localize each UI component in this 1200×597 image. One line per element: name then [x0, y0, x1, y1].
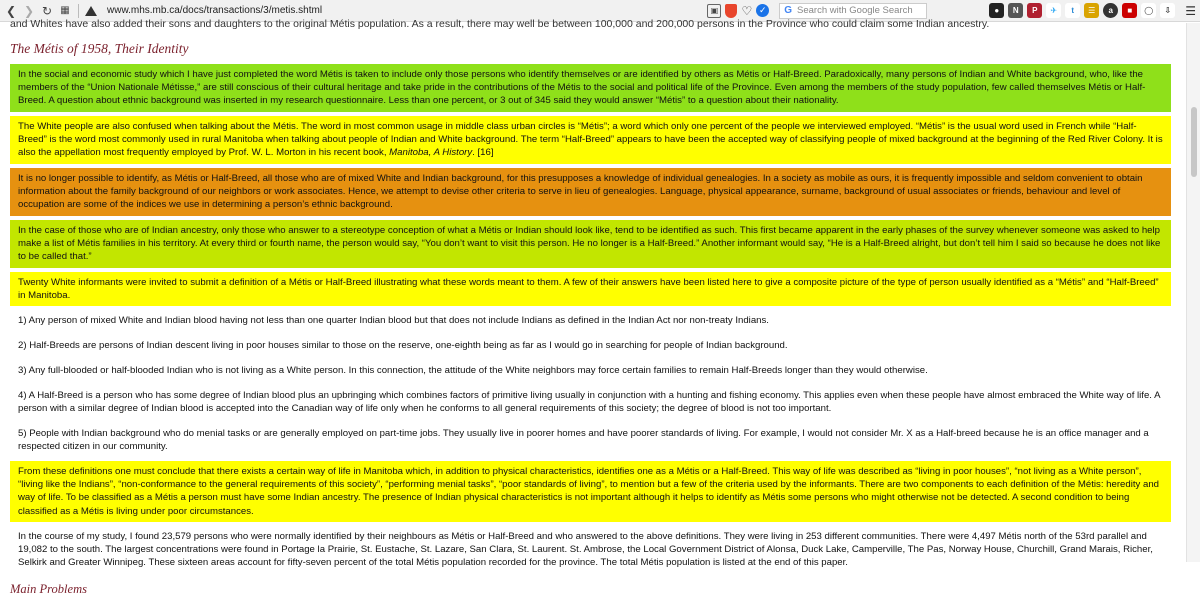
- extension-icon-8[interactable]: ■: [1122, 3, 1137, 18]
- check-icon[interactable]: ✓: [756, 4, 769, 17]
- scrollbar[interactable]: [1186, 23, 1200, 562]
- previous-paragraph-text: and Whites have also added their sons and daughters to the original Métis population. As a result, there may well be between 100,000 and 200,000 persons in the Province who could claim some Indian ancestry.: [10, 18, 990, 30]
- page-content: [0, 18, 1186, 596]
- menu-icon[interactable]: ☰: [1185, 3, 1196, 18]
- extension-icon-7[interactable]: a: [1103, 3, 1118, 18]
- extension-icon-3[interactable]: P: [1027, 3, 1042, 18]
- extension-icons: [989, 3, 1175, 18]
- url-bar[interactable]: www.mhs.mb.ca/docs/transactions/3/metis.shtml: [107, 5, 323, 16]
- section-heading: Main Problems: [10, 582, 87, 596]
- downloads-icon[interactable]: ⇩: [1160, 3, 1175, 18]
- section-heading: The Métis of 1958, Their Identity: [10, 41, 189, 56]
- citation: . [16]: [472, 147, 494, 159]
- paragraph: [10, 116, 1171, 164]
- list-item: 1) Any person of mixed White and Indian blood having not less than one quarter Indian blood but that does not include Indians as defined in the Indian Act nor non-treaty Indians.: [18, 315, 769, 326]
- screenshot-icon[interactable]: ▣: [707, 4, 721, 18]
- paragraph: From these definitions one must conclude that there exists a certain way of life in Manitoba which, in addition to physical characteristics, identifies one as a Métis or a Half-Breed. This way of life was described as “living in poor houses”, “not living as a White person”, “living like the Indians”, “non-conformance to the general requirements of this society”, “performing menial tasks”, “poor standards of living”, to mention but a few of the criteria used by the informants. There are two components to each definition of the Métis: heredity and way of life. To be classified as a Métis a person must have some Indian ancestry. The presence of Indian physical characteristics is not important although it helps to identify as Métis some persons who might otherwise not be detected. A second condition to being classified as a Métis is living under poor circumstances.: [10, 461, 1171, 522]
- search-placeholder: Search with Google Search: [797, 5, 913, 16]
- paragraph: In the course of my study, I found 23,579 persons who were normally identified by their neighbours as Métis or Half-Breed and who answered to the above definitions. They were living in 253 different communities. There were 4,497 Métis north of the 53rd parallel and 19,082 to the south. The largest concentrations were found in Portage la Prairie, St. Eustache, St. Lazare, San Clara, St. Laurent. St. Ambrose, the Local Government District of Alonsa, Duck Lake, Camperville, The Pas, Norway House, Churchill, Grand Marais, Richer, Selkirk and Greater Winnipeg. These sixteen areas account for fifty-seven percent of the total Métis population recorded for the province. The total Métis population is listed at the end of this paper.: [18, 531, 1153, 569]
- paragraph: Twenty White informants were invited to submit a definition of a Métis or Half-Breed illustrating what these words meant to them. A few of their answers have been listed here to give a composite picture of the type of person usually identified as a “Métis” and “Half-Breed” in Manitoba.: [10, 272, 1171, 306]
- reload-icon[interactable]: ↻: [41, 3, 53, 18]
- extension-icon-1[interactable]: ●: [989, 3, 1004, 18]
- extension-icon-2[interactable]: N: [1008, 3, 1023, 18]
- heart-icon[interactable]: ♡: [741, 3, 753, 18]
- list-item: 5) People with Indian background who do menial tasks or are generally employed on part-time jobs. They usually live in poorer homes and have poorer standards of living. For example, I would not consider Mr. X as a Half-breed because he is an office manager and a respected citizen in our community.: [18, 428, 1149, 453]
- list-item: 4) A Half-Breed is a person who has some degree of Indian blood plus an upbringing which combines factors of primitive living usually in conjunction with a hunting and fishing economy. This applies even when these people have almost embraced the White way of life. A person with a similar degree of Indian blood is accepted into the Canadian way of life only when he conforms to all general requirements of this society; the degree of blood is not too important.: [18, 390, 1160, 415]
- scrollbar-thumb[interactable]: [1191, 107, 1197, 177]
- search-input[interactable]: [779, 3, 927, 19]
- grid-icon[interactable]: ▦: [60, 5, 70, 16]
- extension-icon-6[interactable]: ☰: [1084, 3, 1099, 18]
- shield-icon[interactable]: [725, 4, 737, 18]
- list-item: 3) Any full-blooded or half-blooded Indian who is not living as a White person. In this connection, the attitude of the White neighbors may force certain families to remain Half-Breeds longer than they would otherwise.: [18, 365, 928, 376]
- book-title: Manitoba, A History: [389, 147, 473, 159]
- toolbar-separator: [78, 4, 79, 18]
- forward-icon[interactable]: ❯: [23, 3, 35, 18]
- paragraph: In the case of those who are of Indian ancestry, only those who answer to a stereotype conception of what a Métis or Indian should look like, tend to be identified as such. This first became apparent in the early phases of the survey whenever someone was asked to help make a list of Métis families in his territory. At every third or fourth name, the person would say, “You don’t want to visit this person. He no longer is a Half-Breed.” Another informant would say, “He is a Half-Breed alright, but don’t tell him I said so because he does not like to be called that.”: [10, 220, 1171, 268]
- twitter-icon[interactable]: ✈: [1046, 3, 1061, 18]
- tumblr-icon[interactable]: t: [1065, 3, 1080, 18]
- address-bar-icons: [707, 4, 769, 18]
- paragraph: It is no longer possible to identify, as Métis or Half-Breed, all those who are of mixed White and Indian background, for this presupposes a knowledge of individual genealogies. In a society as mobile as ours, it is frequently impossible and seldom convenient to obtain information about the family background of our neighbors or work associates. Hence, we attempt to devise other criteria to serve in lieu of genealogies. Language, physical appearance, surname, background of usual associates or friends, behaviour and level of occupation are some of the indices we use in determining a person’s ethnic background.: [10, 168, 1171, 216]
- not-secure-icon[interactable]: [85, 6, 97, 16]
- back-icon[interactable]: ❮: [5, 3, 17, 18]
- list-item: 2) Half-Breeds are persons of Indian descent living in poor houses similar to those on the reserve, one-eighth being as far as I would go in searching for people of Indian background.: [18, 340, 788, 351]
- google-icon: G: [784, 5, 793, 16]
- extension-icon-9[interactable]: ◯: [1141, 3, 1156, 18]
- paragraph: In the social and economic study which I have just completed the word Métis is taken to include only those persons who identify themselves or are identified by others as Métis or Half-Breed. Paradoxically, many persons of Indian and White background, who, like the members of the “Union Nationale Métisse,” are still conscious of their cultural heritage and take pride in the contributions of the Métis to the social and political life of the Province. Even among the members of the study population, few called themselves Métis or Half-Breed. A question about ethnic background was inserted in my research questionnaire. Less than one percent, or 3 out of 345 said they would answer “Métis” to a question about their nationality.: [10, 64, 1171, 112]
- paragraph-text: The White people are also confused when talking about the Métis. The word in most common usage in middle class urban circles is “Métis”; a word which only one percent of the people we interviewed employed. “Métis” is the usual word used in French while “Half-Breed” is the word most commonly used in rural Manitoba when talking about people of Indian and White background. The term “Half-Breed” appears to have been the accepted way of classifying people of mixed background at the beginning of the Red River Colony. It is also the appellation most frequently employed by Prof. W. L. Morton in his recent book,: [18, 121, 1163, 159]
